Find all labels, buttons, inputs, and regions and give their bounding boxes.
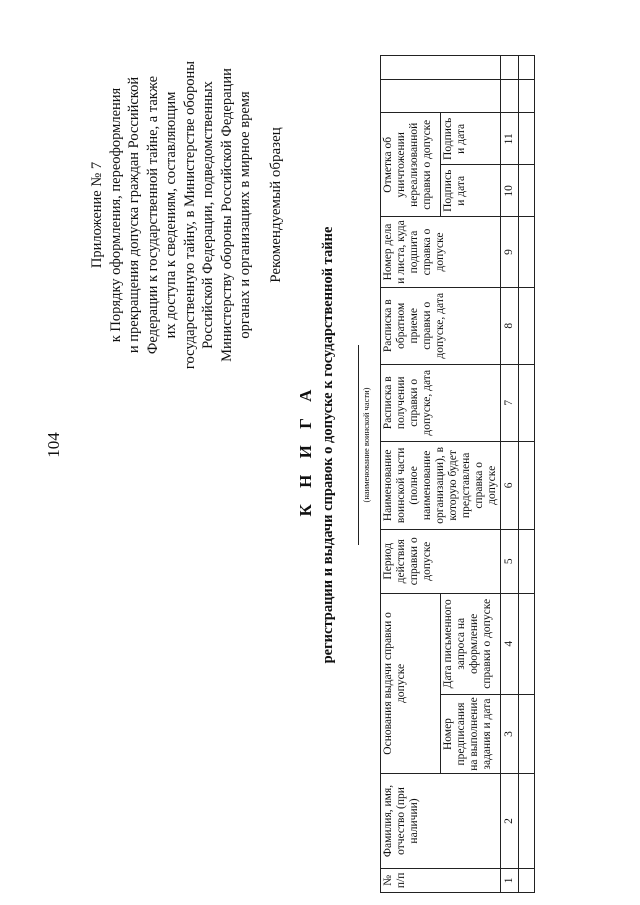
table-cell — [519, 80, 535, 113]
header-row — [381, 56, 441, 893]
sample-label: Рекомендуемый образец — [268, 127, 284, 283]
table-cell — [519, 694, 535, 773]
column-number: 7 — [501, 364, 519, 441]
column-numbers-row — [501, 56, 519, 893]
appendix-line: Российской Федерации, подведомственных — [200, 81, 216, 349]
header-basis-group: Основания выдачи справки о допуске — [381, 593, 441, 773]
column-number: 8 — [501, 287, 519, 364]
book-subtitle: регистрации и выдачи справок о допуске к государственной тайне — [320, 226, 336, 664]
extra-column — [381, 80, 501, 113]
table-cell — [519, 868, 535, 892]
column-number: 5 — [501, 529, 519, 593]
header-col-order: Номер предписания на выполнение задания и дата — [441, 694, 501, 773]
header-col-receipt: Расписка в получении справки о допуске, дата — [381, 364, 501, 441]
table-cell — [519, 113, 535, 165]
unit-caption: (наименование воинской части) — [361, 387, 371, 503]
appendix-line: государственную тайну, в Министерстве обороны — [181, 60, 198, 370]
table-cell — [519, 287, 535, 364]
header-col-return: Расписка в обратном приеме справки о допуске, дата — [381, 287, 501, 364]
header-col-period: Период действия справки о допуске — [381, 529, 501, 593]
table-cell — [519, 441, 535, 529]
header-col-case: Номер дела и листа, куда подшита справка о допуске — [381, 217, 501, 287]
table-cell — [519, 217, 535, 287]
page-number: 104 — [44, 432, 63, 458]
extra-cell — [501, 80, 519, 113]
header-col-sign2: Подпись и дата — [441, 113, 501, 165]
header-col-request: Дата письменного запроса на оформление справки о допуске — [441, 593, 501, 694]
book-title: К Н И Г А — [296, 383, 315, 517]
table-cell — [519, 593, 535, 694]
table-cell — [519, 529, 535, 593]
appendix-header — [88, 25, 255, 405]
header-col-number: № п/п — [381, 868, 501, 892]
column-number: 6 — [501, 441, 519, 529]
appendix-line: Федерации к государственной тайне, а также — [144, 75, 161, 355]
appendix-line: их доступа к сведениям, составляющим — [163, 91, 179, 339]
registration-table — [380, 55, 535, 893]
table-cell — [519, 774, 535, 869]
column-number: 2 — [501, 774, 519, 869]
header-col-sign1: Подпись и дата — [441, 165, 501, 217]
header-destroy-group: Отметка об уничтожении нереализованной справки о допуске — [381, 113, 441, 217]
column-number: 4 — [501, 593, 519, 694]
column-number: 10 — [501, 165, 519, 217]
appendix-title: Приложение № 7 — [89, 161, 105, 269]
appendix-line: и прекращения допуска граждан Российской — [126, 76, 142, 354]
header-col-unit: Наименование воинской части (полное наименование организации), в которую будет представлена справка о допуске — [381, 441, 501, 529]
column-number: 1 — [501, 868, 519, 892]
column-number: 3 — [501, 694, 519, 773]
table-row — [519, 56, 535, 893]
extra-column — [381, 56, 501, 80]
table-cell — [519, 56, 535, 80]
extra-cell — [501, 56, 519, 80]
table-cell — [519, 165, 535, 217]
table-cell — [519, 364, 535, 441]
appendix-line: органах и организациях в мирное время — [237, 91, 253, 339]
appendix-line: к Порядку оформления, переоформления — [107, 87, 124, 343]
appendix-line: Министерству обороны Российской Федерации — [218, 68, 235, 362]
unit-name-line — [358, 345, 359, 545]
column-number: 9 — [501, 217, 519, 287]
header-col-name: Фамилия, имя, отчество (при наличии) — [381, 774, 501, 869]
column-number: 11 — [501, 113, 519, 165]
